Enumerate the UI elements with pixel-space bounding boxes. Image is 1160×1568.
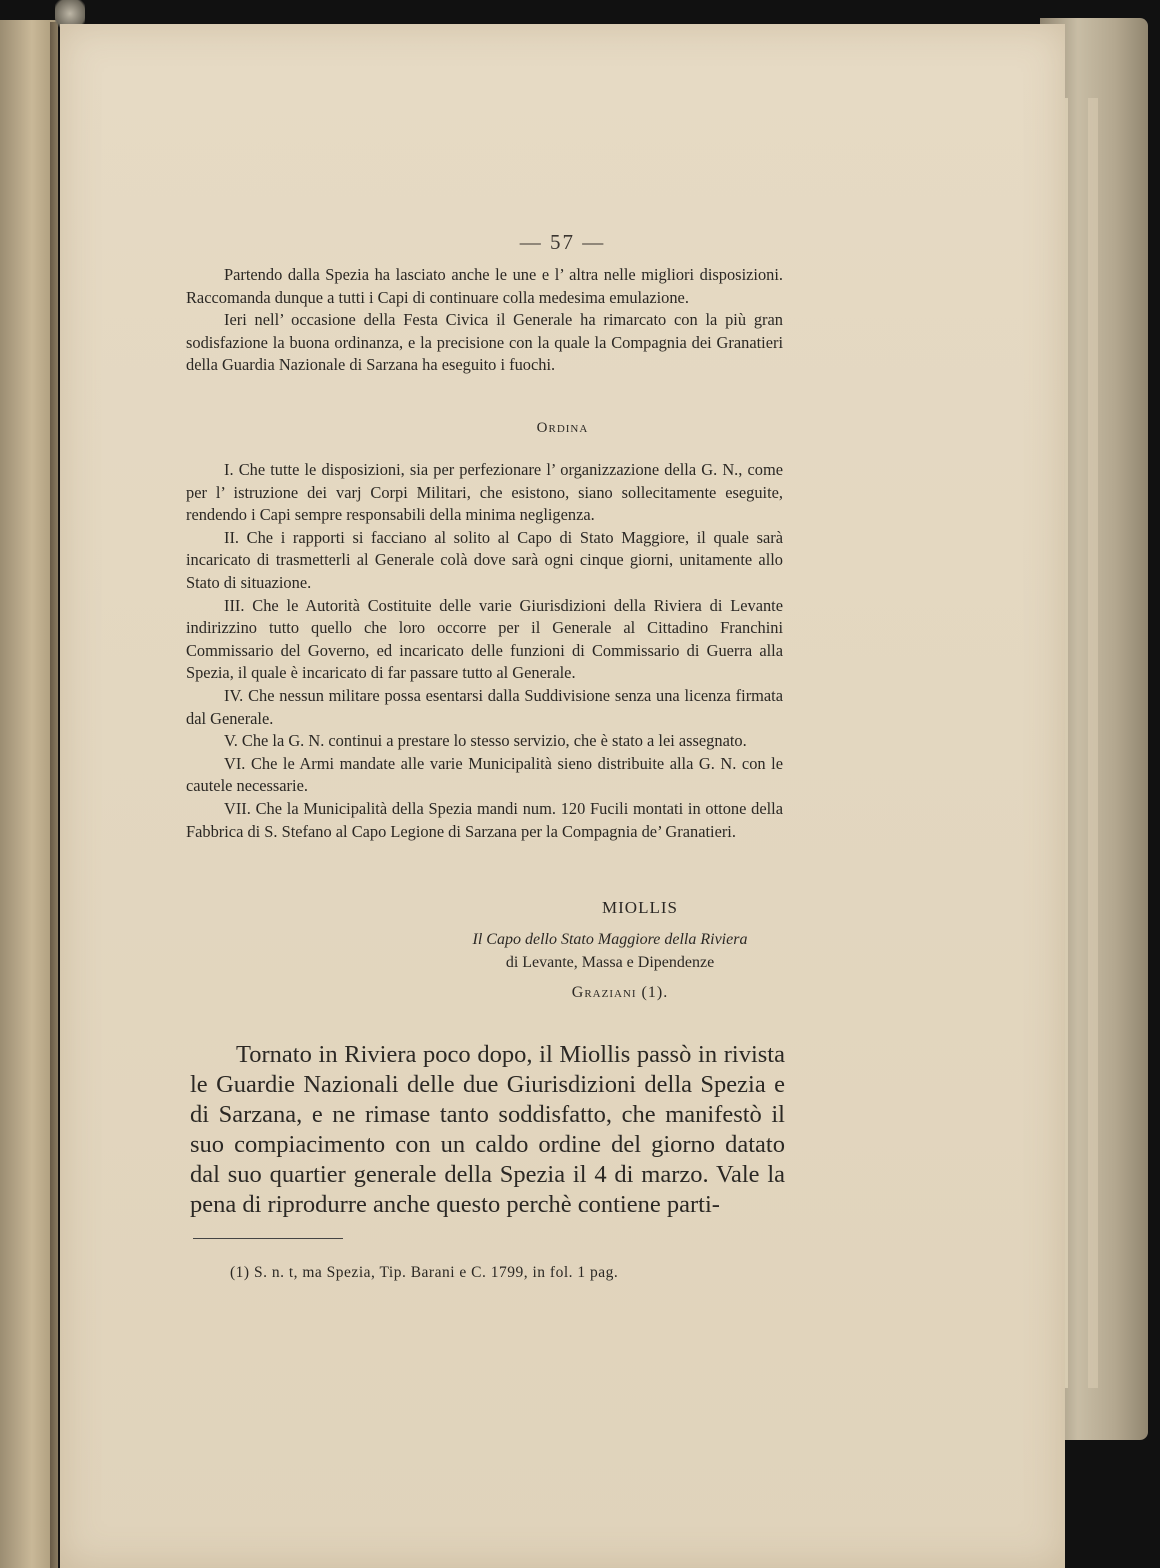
article-item: VI. Che le Armi mandate alle varie Municipalità sieno distribuite alla G. N. con le cautele necessarie. bbox=[186, 753, 783, 796]
article-item: II. Che i rapporti si facciano al solito al Capo di Stato Maggiore, il quale sarà incaricato di trasmetterli al Generale colà dove sarà ogni cinque giorni, unitamente allo Stato di situazione. bbox=[186, 527, 783, 592]
main-paragraph: Tornato in Riviera poco dopo, il Miollis passò in rivista le Guardie Nazionali delle due Giurisdizioni della Spezia e di Sarzana, e ne rimase tanto soddisfatto, che manifestò il suo compiacimento con un caldo ordine del giorno datato dal suo quartier generale della Spezia il 4 di marzo. Vale la pena di riprodurre anche questo perchè contiene parti- bbox=[190, 1041, 785, 1218]
main-paragraph-block bbox=[190, 1040, 785, 1220]
articles-list bbox=[186, 459, 783, 843]
intro-paragraph: Ieri nell’ occasione della Festa Civica il Generale ha rimarcato con la più gran sodisfazione la buona ordinanza, e la precisione con la quale la Compagnia dei Granatieri della Guardia Nazionale di Sarzana ha eseguito i fuochi. bbox=[186, 310, 783, 375]
signature-role bbox=[420, 928, 800, 974]
article-item: I. Che tutte le disposizioni, sia per perfezionare l’ organizzazione della G. N., come per l’ istruzione dei varj Corpi Militari, che esistono, siano sollecitamente eseguite, rendendo i Capi sempre responsabili della minima negligenza. bbox=[186, 460, 783, 525]
page-edge-strip bbox=[1088, 98, 1098, 1388]
article-item: VII. Che la Municipalità della Spezia mandi num. 120 Fucili montati in ottone della Fabbrica di S. Stefano al Capo Legione di Sarzana per la Compagnia de’ Granatieri. bbox=[186, 798, 783, 841]
footnote-rule bbox=[193, 1238, 343, 1239]
intro-paragraph: Partendo dalla Spezia ha lasciato anche le une e l’ altra nelle migliori disposizioni. Raccomanda dunque a tutti i Capi di continuare colla medesima emulazione. bbox=[186, 265, 783, 307]
intro-text bbox=[186, 264, 783, 377]
article-item: III. Che le Autorità Costituite delle varie Giurisdizioni della Riviera di Levante indirizzino tutto quello che loro occorre per il Generale al Cittadino Franchini Commissario del Governo, ed incaricato delle funzioni di Commissario di Guerra alla Spezia, il quale è incaricato di far passare tutto al Generale. bbox=[186, 595, 783, 683]
signature-role-line2: di Levante, Massa e Dipendenze bbox=[505, 954, 715, 971]
ordina-heading: Ordina bbox=[536, 420, 589, 436]
footnote: (1) S. n. t, ma Spezia, Tip. Barani e C. 1799, in fol. 1 pag. bbox=[230, 1264, 619, 1281]
signature-role-line1: Il Capo dello Stato Maggiore della Riviera bbox=[472, 931, 748, 948]
countersignature: Graziani (1). bbox=[571, 984, 669, 1001]
article-item: V. Che la G. N. continui a prestare lo stesso servizio, che è stato a lei assegnato. bbox=[224, 731, 747, 751]
signature-name: MIOLLIS bbox=[602, 898, 678, 917]
article-item: IV. Che nessun militare possa esentarsi dalla Suddivisione senza una licenza firmata dal Generale. bbox=[186, 685, 783, 728]
page-number: — 57 — bbox=[519, 230, 606, 254]
